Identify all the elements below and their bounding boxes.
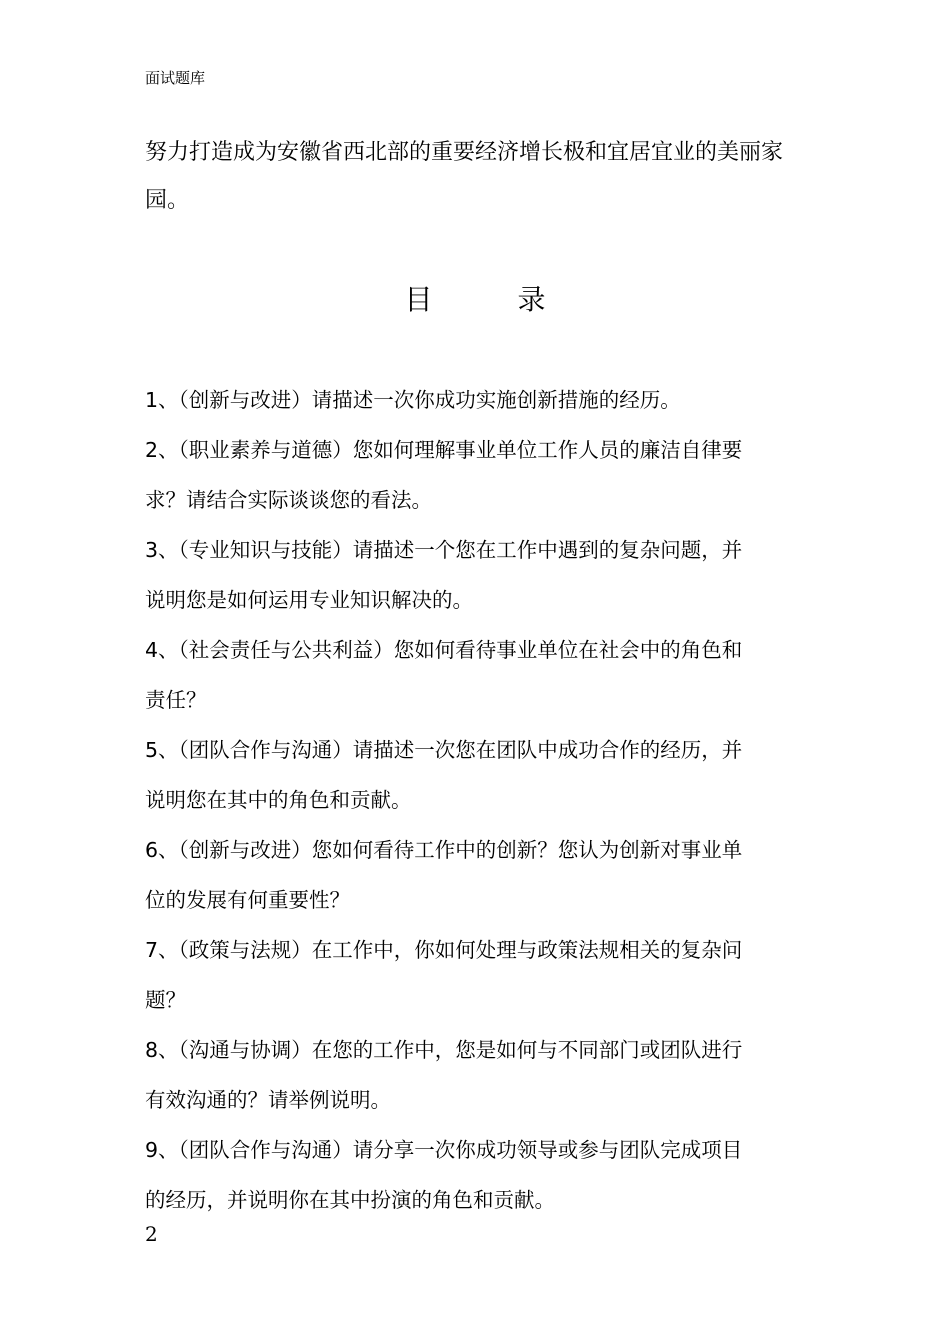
page-header: 面试题库	[145, 69, 206, 87]
toc-item: 7、（政策与法规）在工作中，你如何处理与政策法规相关的复杂问 题？	[145, 938, 743, 1012]
toc-item: 9、（团队合作与沟通）请分享一次你成功领导或参与团队完成项目 的经历，并说明你在其中扮演的角色和贡献。	[145, 1138, 743, 1212]
intro-paragraph: 努力打造成为安徽省西北部的重要经济增长极和宜居宜业的美丽家 园。	[145, 140, 784, 213]
toc-item: 3、（专业知识与技能）请描述一个您在工作中遇到的复杂问题，并 说明您是如何运用专业知识解决的。	[145, 538, 743, 612]
toc-title: 目 录	[404, 283, 584, 316]
toc-list	[145, 375, 815, 1225]
toc-item: 5、（团队合作与沟通）请描述一次您在团队中成功合作的经历，并 说明您在其中的角色和贡献。	[145, 738, 743, 812]
toc-item: 1、（创新与改进）请描述一次你成功实施创新措施的经历。	[145, 388, 681, 412]
toc-item: 6、（创新与改进）您如何看待工作中的创新？您认为创新对事业单 位的发展有何重要性？	[145, 838, 743, 912]
toc-item: 2、（职业素养与道德）您如何理解事业单位工作人员的廉洁自律要 求？请结合实际谈谈您的看法。	[145, 438, 743, 512]
page-number: 2	[145, 1222, 158, 1246]
toc-item: 8、（沟通与协调）在您的工作中，您是如何与不同部门或团队进行 有效沟通的？请举例说明。	[145, 1038, 743, 1112]
toc-item: 4、（社会责任与公共利益）您如何看待事业单位在社会中的角色和 责任？	[145, 638, 743, 712]
